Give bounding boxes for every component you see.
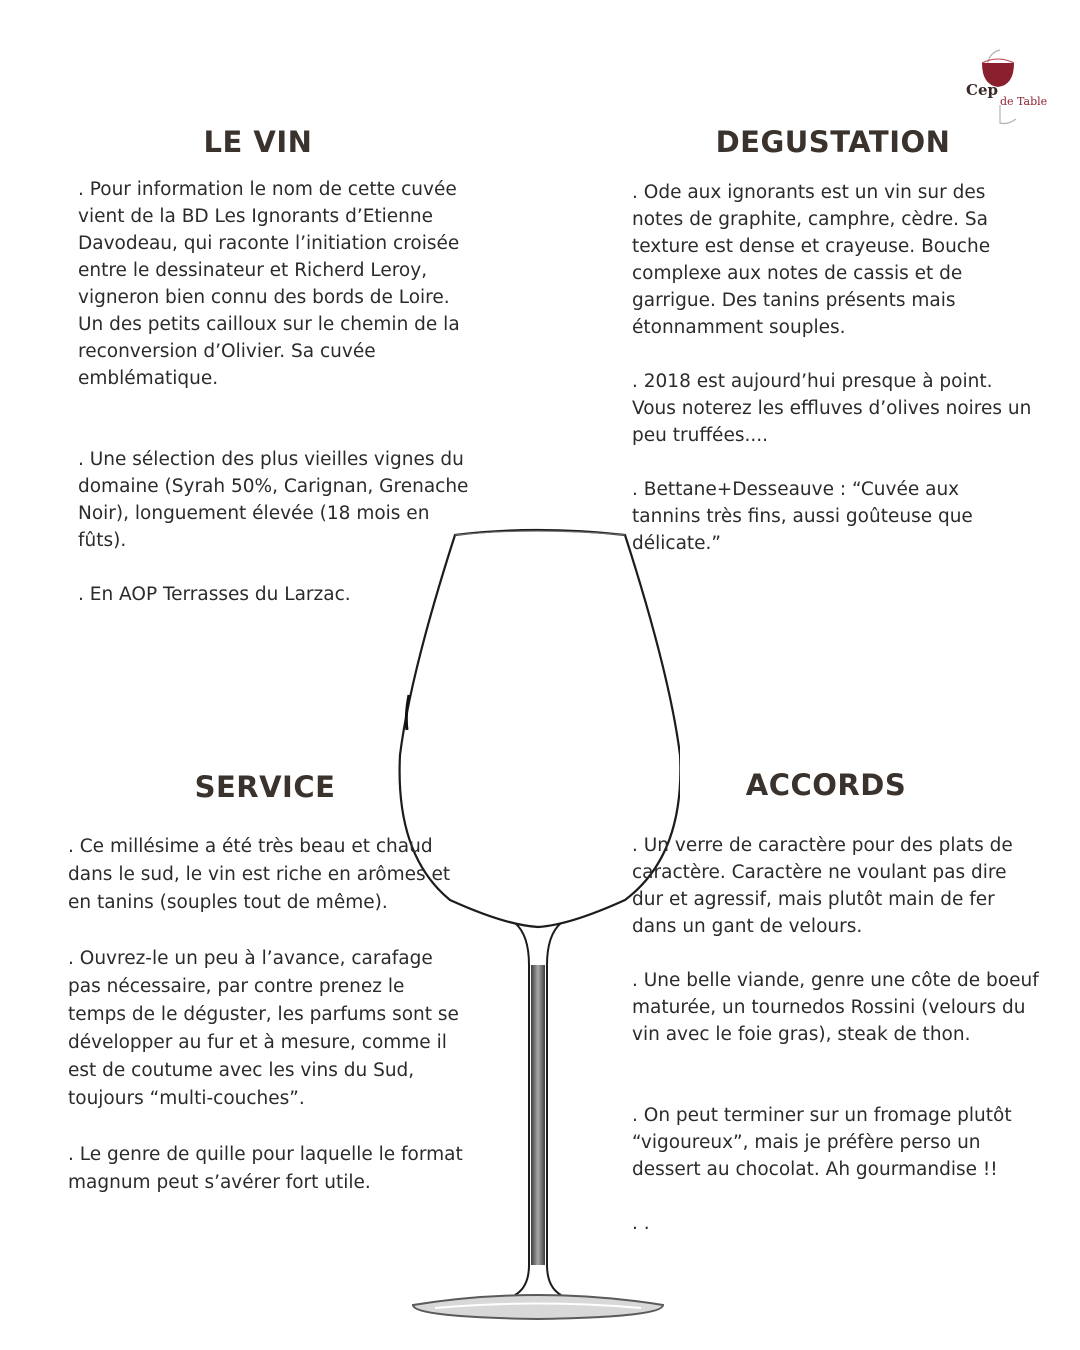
service-paragraph-1: . Ce millésime a été très beau et chaud dans le sud, le vin est riche en arômes et en tanins (souples tout de même). [68, 836, 451, 913]
accords-paragraph-1: . Un verre de caractère pour des plats de caractère. Caractère ne voulant pas dire dur et agressif, mais plutôt main de fer dans un gant de velours. [632, 835, 1013, 937]
logo-brand-sub: de Table [1000, 95, 1048, 108]
brand-logo [960, 45, 1060, 130]
service-paragraph-3: . Le genre de quille pour laquelle le format magnum peut s’avérer fort utile. [68, 1144, 463, 1193]
section-title-accords: ACCORDS [745, 768, 907, 802]
service-paragraph-2: . Ouvrez-le un peu à l’avance, carafage pas nécessaire, par contre prenez le temps de le déguster, les parfums sont se développer au fur et à mesure, comme il est de coutume avec les vins du Sud, toujours “multi-couches”. [68, 948, 459, 1109]
le-vin-paragraph-1: . Pour information le nom de cette cuvée vient de la BD Les Ignorants d’Etienne Davodeau, qui raconte l’initiation croisée entre le dessinateur et Richerd Leroy, vigneron bien connu des bords de Loire. Un des petits cailloux sur le chemin de la reconversion d’Olivier. Sa cuvée emblématique. [78, 179, 460, 389]
section-title-degustation: DEGUSTATION [715, 125, 951, 159]
accords-paragraph-4: . . [632, 1213, 650, 1234]
accords-paragraph-2: . Une belle viande, genre une côte de boeuf maturée, un tournedos Rossini (velours du vin avec le foie gras), steak de thon. [632, 970, 1039, 1045]
le-vin-paragraph-3: . En AOP Terrasses du Larzac. [78, 584, 351, 605]
degustation-paragraph-3: . Bettane+Desseauve : “Cuvée aux tannins très fins, aussi goûteuse que délicate.” [632, 479, 973, 554]
degustation-paragraph-2: . 2018 est aujourd’hui presque à point. Vous noterez les effluves d’olives noires un peu truffées.... [632, 371, 1032, 446]
le-vin-paragraph-2: . Une sélection des plus vieilles vignes du domaine (Syrah 50%, Carignan, Grenache Noir), longuement élevée (18 mois en fûts). [78, 449, 469, 551]
section-title-le-vin: LE VIN [203, 125, 313, 159]
degustation-paragraph-1: . Ode aux ignorants est un vin sur des notes de graphite, camphre, cèdre. Sa texture est dense et crayeuse. Bouche complexe aux notes de cassis et de garrigue. Des tanins présents mais étonnamment souples. [632, 182, 991, 338]
accords-paragraph-3: . On peut terminer sur un fromage plutôt “vigoureux”, mais je préfère perso un dessert au chocolat. Ah gourmandise !! [632, 1105, 1012, 1180]
logo-brand-main: Cep [966, 81, 998, 99]
section-title-service: SERVICE [194, 770, 336, 804]
